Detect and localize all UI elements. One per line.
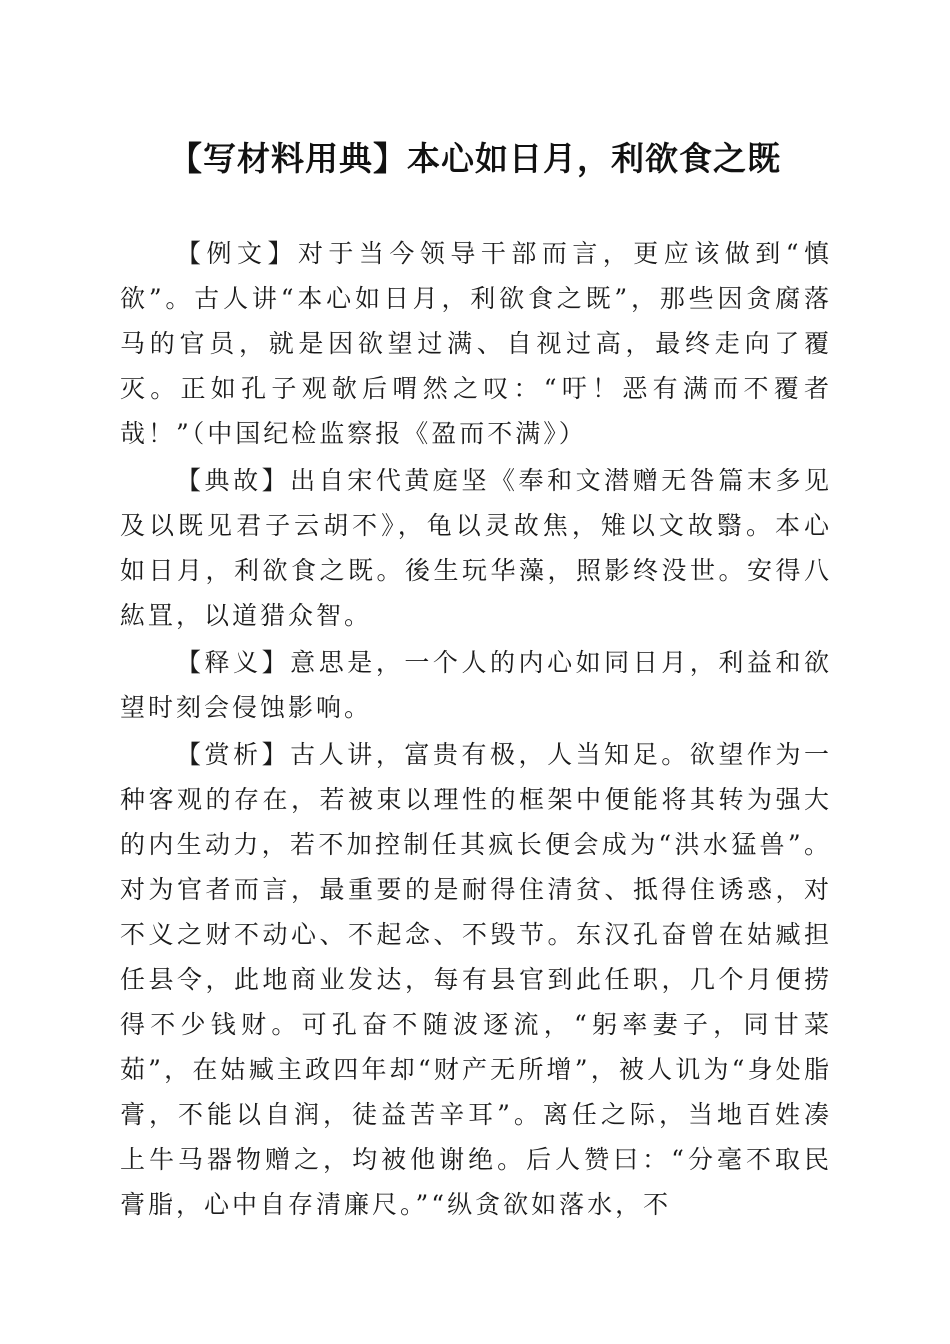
paragraph-meaning: 【释义】意思是，一个人的内心如同日月，利益和欲望时刻会侵蚀影响。 [120,648,832,722]
paragraph-analysis: 【赏析】古人讲，富贵有极，人当知足。欲望作为一种客观的存在，若被束以理性的框架中便能将其转为强大的内生动力，若不加控制任其疯长便会成为“洪水猛兽”。对为官者而言，最重要的是耐得住清贫、抵得住诱惑，对不义之财不动心、不起念、不毁节。东汉孔奋曾在姑臧担任县令，此地商业发达，每有县官到此任职，几个月便捞得不少钱财。可孔奋不随波逐流，“躬率妻子，同甘菜茹”，在姑臧主政四年却“财产无所增”，被人讥为“身处脂膏，不能以自润，徒益苦辛耳”。离任之际，当地百姓凑上牛马器物赠之，均被他谢绝。后人赞曰：“分毫不取民膏脂，心中自存清廉尺。”“纵贪欲如落水，不 [120,740,832,1219]
paragraph-allusion: 【典故】出自宋代黄庭坚《奉和文潜赠无咎篇末多见及以既见君子云胡不》，龟以灵故焦，雉以文故翳。本心如日月，利欲食之既。後生玩华藻，照影终没世。安得八紘罝，以道猎众智。 [120,466,832,630]
document-body [120,231,832,1229]
document-title: 【写材料用典】本心如日月，利欲食之既 [169,139,781,178]
paragraph-example: 【例文】对于当今领导干部而言，更应该做到“慎欲”。古人讲“本心如日月，利欲食之既”，那些因贪腐落马的官员，就是因欲望过满、自视过高，最终走向了覆灭。正如孔子观欹后喟然之叹：“吁！恶有满而不覆者哉！”（中国纪检监察报《盈而不满》） [120,239,832,448]
